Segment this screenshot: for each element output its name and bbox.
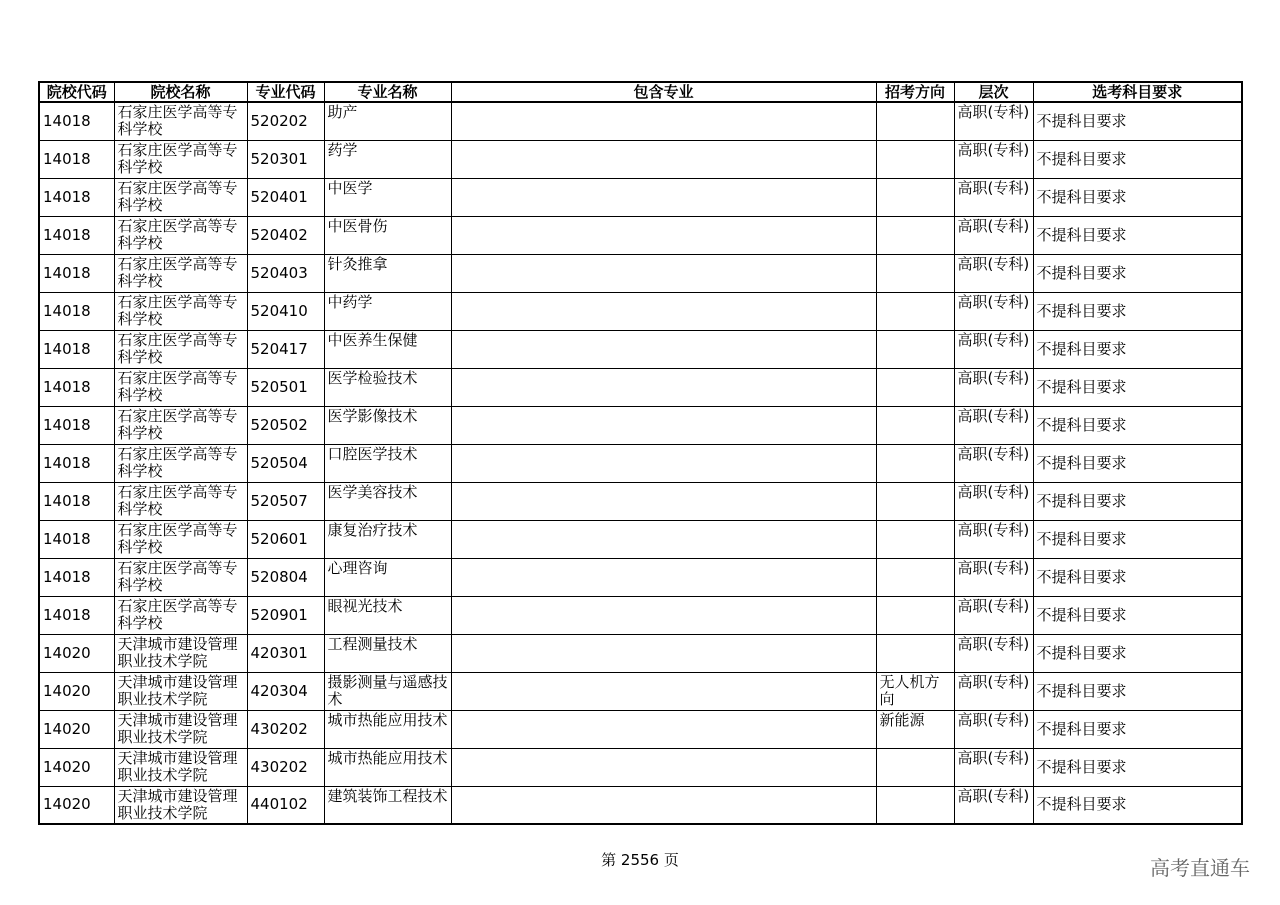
cell-major-code: 520301 [247, 140, 324, 178]
cell-school-name: 天津城市建设管理职业技术学院 [114, 672, 247, 710]
cell-school-name: 石家庄医学高等专科学校 [114, 254, 247, 292]
header-subject-requirement: 选考科目要求 [1033, 82, 1242, 102]
cell-included-majors [451, 254, 876, 292]
cell-level: 高职(专科) [954, 254, 1033, 292]
table-row [39, 178, 1242, 216]
cell-school-code: 14018 [39, 330, 114, 368]
cell-school-name: 石家庄医学高等专科学校 [114, 444, 247, 482]
cell-school-code: 14020 [39, 748, 114, 786]
cell-level: 高职(专科) [954, 368, 1033, 406]
cell-direction [876, 520, 954, 558]
cell-direction [876, 102, 954, 140]
cell-subject-requirement: 不提科目要求 [1033, 406, 1242, 444]
cell-direction [876, 558, 954, 596]
table-row [39, 368, 1242, 406]
cell-major-name: 康复治疗技术 [324, 520, 451, 558]
table-row [39, 482, 1242, 520]
cell-major-code: 440102 [247, 786, 324, 824]
header-included-majors: 包含专业 [451, 82, 876, 102]
cell-included-majors [451, 368, 876, 406]
cell-subject-requirement: 不提科目要求 [1033, 482, 1242, 520]
cell-major-code: 430202 [247, 748, 324, 786]
cell-major-code: 520402 [247, 216, 324, 254]
cell-school-name: 石家庄医学高等专科学校 [114, 368, 247, 406]
header-school-code: 院校代码 [39, 82, 114, 102]
header-level: 层次 [954, 82, 1033, 102]
cell-direction [876, 634, 954, 672]
cell-school-code: 14018 [39, 444, 114, 482]
cell-subject-requirement: 不提科目要求 [1033, 444, 1242, 482]
cell-direction [876, 482, 954, 520]
cell-included-majors [451, 292, 876, 330]
table-row [39, 140, 1242, 178]
cell-major-name: 医学检验技术 [324, 368, 451, 406]
cell-direction [876, 368, 954, 406]
cell-included-majors [451, 634, 876, 672]
cell-subject-requirement: 不提科目要求 [1033, 254, 1242, 292]
cell-subject-requirement: 不提科目要求 [1033, 558, 1242, 596]
cell-major-name: 药学 [324, 140, 451, 178]
table-row [39, 596, 1242, 634]
cell-school-code: 14018 [39, 558, 114, 596]
cell-major-name: 摄影测量与遥感技术 [324, 672, 451, 710]
cell-major-code: 520504 [247, 444, 324, 482]
cell-major-code: 520804 [247, 558, 324, 596]
cell-included-majors [451, 216, 876, 254]
table-row [39, 444, 1242, 482]
table-row [39, 102, 1242, 140]
cell-major-name: 针灸推拿 [324, 254, 451, 292]
table-row [39, 406, 1242, 444]
cell-school-name: 石家庄医学高等专科学校 [114, 406, 247, 444]
cell-direction [876, 140, 954, 178]
cell-school-name: 石家庄医学高等专科学校 [114, 102, 247, 140]
table-row [39, 748, 1242, 786]
admission-table [38, 81, 1243, 825]
cell-subject-requirement: 不提科目要求 [1033, 634, 1242, 672]
cell-included-majors [451, 444, 876, 482]
table-row [39, 710, 1242, 748]
cell-subject-requirement: 不提科目要求 [1033, 520, 1242, 558]
cell-school-code: 14018 [39, 482, 114, 520]
table-row [39, 292, 1242, 330]
cell-school-code: 14020 [39, 672, 114, 710]
cell-level: 高职(专科) [954, 634, 1033, 672]
header-major-code: 专业代码 [247, 82, 324, 102]
cell-included-majors [451, 558, 876, 596]
table-row [39, 330, 1242, 368]
table-row [39, 254, 1242, 292]
cell-school-name: 天津城市建设管理职业技术学院 [114, 710, 247, 748]
watermark-logo: 高考直通车 [1150, 856, 1250, 880]
cell-subject-requirement: 不提科目要求 [1033, 140, 1242, 178]
cell-major-name: 中医骨伤 [324, 216, 451, 254]
table-row [39, 558, 1242, 596]
cell-major-code: 520202 [247, 102, 324, 140]
header-direction: 招考方向 [876, 82, 954, 102]
cell-direction [876, 406, 954, 444]
cell-school-name: 天津城市建设管理职业技术学院 [114, 634, 247, 672]
cell-school-code: 14020 [39, 710, 114, 748]
cell-major-code: 520403 [247, 254, 324, 292]
cell-major-name: 医学影像技术 [324, 406, 451, 444]
cell-school-name: 石家庄医学高等专科学校 [114, 140, 247, 178]
cell-major-name: 城市热能应用技术 [324, 748, 451, 786]
cell-school-name: 石家庄医学高等专科学校 [114, 558, 247, 596]
cell-included-majors [451, 672, 876, 710]
cell-major-name: 城市热能应用技术 [324, 710, 451, 748]
cell-major-name: 口腔医学技术 [324, 444, 451, 482]
cell-included-majors [451, 710, 876, 748]
cell-school-name: 石家庄医学高等专科学校 [114, 216, 247, 254]
cell-major-code: 520601 [247, 520, 324, 558]
cell-subject-requirement: 不提科目要求 [1033, 672, 1242, 710]
cell-subject-requirement: 不提科目要求 [1033, 596, 1242, 634]
cell-major-name: 中药学 [324, 292, 451, 330]
cell-included-majors [451, 178, 876, 216]
cell-major-code: 520507 [247, 482, 324, 520]
cell-major-name: 工程测量技术 [324, 634, 451, 672]
cell-included-majors [451, 482, 876, 520]
cell-school-code: 14018 [39, 520, 114, 558]
cell-major-code: 520502 [247, 406, 324, 444]
page-number: 第 2556 页 [601, 851, 679, 869]
cell-subject-requirement: 不提科目要求 [1033, 368, 1242, 406]
cell-level: 高职(专科) [954, 178, 1033, 216]
cell-included-majors [451, 406, 876, 444]
cell-direction [876, 216, 954, 254]
cell-subject-requirement: 不提科目要求 [1033, 292, 1242, 330]
cell-school-name: 石家庄医学高等专科学校 [114, 178, 247, 216]
cell-included-majors [451, 140, 876, 178]
cell-level: 高职(专科) [954, 672, 1033, 710]
cell-level: 高职(专科) [954, 520, 1033, 558]
cell-direction [876, 786, 954, 824]
cell-school-code: 14020 [39, 786, 114, 824]
cell-level: 高职(专科) [954, 330, 1033, 368]
cell-included-majors [451, 596, 876, 634]
cell-included-majors [451, 520, 876, 558]
cell-major-code: 520901 [247, 596, 324, 634]
cell-subject-requirement: 不提科目要求 [1033, 216, 1242, 254]
cell-subject-requirement: 不提科目要求 [1033, 710, 1242, 748]
cell-major-name: 助产 [324, 102, 451, 140]
cell-direction [876, 748, 954, 786]
cell-direction [876, 254, 954, 292]
cell-subject-requirement: 不提科目要求 [1033, 748, 1242, 786]
table-row [39, 634, 1242, 672]
cell-direction [876, 330, 954, 368]
table-row [39, 216, 1242, 254]
cell-direction [876, 596, 954, 634]
cell-subject-requirement: 不提科目要求 [1033, 102, 1242, 140]
cell-school-code: 14018 [39, 216, 114, 254]
cell-major-name: 中医学 [324, 178, 451, 216]
cell-school-code: 14018 [39, 254, 114, 292]
cell-major-name: 建筑装饰工程技术 [324, 786, 451, 824]
header-school-name: 院校名称 [114, 82, 247, 102]
cell-major-code: 520417 [247, 330, 324, 368]
cell-major-name: 眼视光技术 [324, 596, 451, 634]
cell-school-code: 14018 [39, 102, 114, 140]
cell-major-name: 中医养生保健 [324, 330, 451, 368]
cell-level: 高职(专科) [954, 406, 1033, 444]
cell-direction [876, 444, 954, 482]
cell-school-name: 天津城市建设管理职业技术学院 [114, 748, 247, 786]
cell-major-code: 520501 [247, 368, 324, 406]
table-header-row [39, 82, 1242, 102]
cell-school-code: 14018 [39, 596, 114, 634]
cell-school-name: 石家庄医学高等专科学校 [114, 482, 247, 520]
cell-subject-requirement: 不提科目要求 [1033, 178, 1242, 216]
header-major-name: 专业名称 [324, 82, 451, 102]
cell-level: 高职(专科) [954, 596, 1033, 634]
cell-included-majors [451, 748, 876, 786]
cell-major-code: 420304 [247, 672, 324, 710]
cell-level: 高职(专科) [954, 444, 1033, 482]
cell-level: 高职(专科) [954, 786, 1033, 824]
cell-subject-requirement: 不提科目要求 [1033, 786, 1242, 824]
cell-direction [876, 178, 954, 216]
cell-major-code: 420301 [247, 634, 324, 672]
cell-major-code: 520410 [247, 292, 324, 330]
cell-level: 高职(专科) [954, 216, 1033, 254]
cell-direction: 无人机方向 [876, 672, 954, 710]
cell-school-code: 14018 [39, 368, 114, 406]
cell-school-name: 石家庄医学高等专科学校 [114, 292, 247, 330]
cell-included-majors [451, 102, 876, 140]
cell-included-majors [451, 786, 876, 824]
cell-level: 高职(专科) [954, 140, 1033, 178]
cell-school-code: 14018 [39, 140, 114, 178]
cell-school-code: 14018 [39, 178, 114, 216]
cell-level: 高职(专科) [954, 558, 1033, 596]
cell-level: 高职(专科) [954, 482, 1033, 520]
cell-level: 高职(专科) [954, 748, 1033, 786]
cell-major-name: 医学美容技术 [324, 482, 451, 520]
cell-major-name: 心理咨询 [324, 558, 451, 596]
table-row [39, 672, 1242, 710]
cell-subject-requirement: 不提科目要求 [1033, 330, 1242, 368]
table-row [39, 786, 1242, 824]
cell-school-name: 天津城市建设管理职业技术学院 [114, 786, 247, 824]
cell-level: 高职(专科) [954, 710, 1033, 748]
cell-school-code: 14018 [39, 406, 114, 444]
cell-school-code: 14020 [39, 634, 114, 672]
cell-school-name: 石家庄医学高等专科学校 [114, 330, 247, 368]
cell-school-code: 14018 [39, 292, 114, 330]
cell-school-name: 石家庄医学高等专科学校 [114, 520, 247, 558]
cell-level: 高职(专科) [954, 292, 1033, 330]
cell-major-code: 520401 [247, 178, 324, 216]
cell-direction: 新能源 [876, 710, 954, 748]
cell-included-majors [451, 330, 876, 368]
cell-level: 高职(专科) [954, 102, 1033, 140]
cell-major-code: 430202 [247, 710, 324, 748]
cell-direction [876, 292, 954, 330]
table-row [39, 520, 1242, 558]
cell-school-name: 石家庄医学高等专科学校 [114, 596, 247, 634]
